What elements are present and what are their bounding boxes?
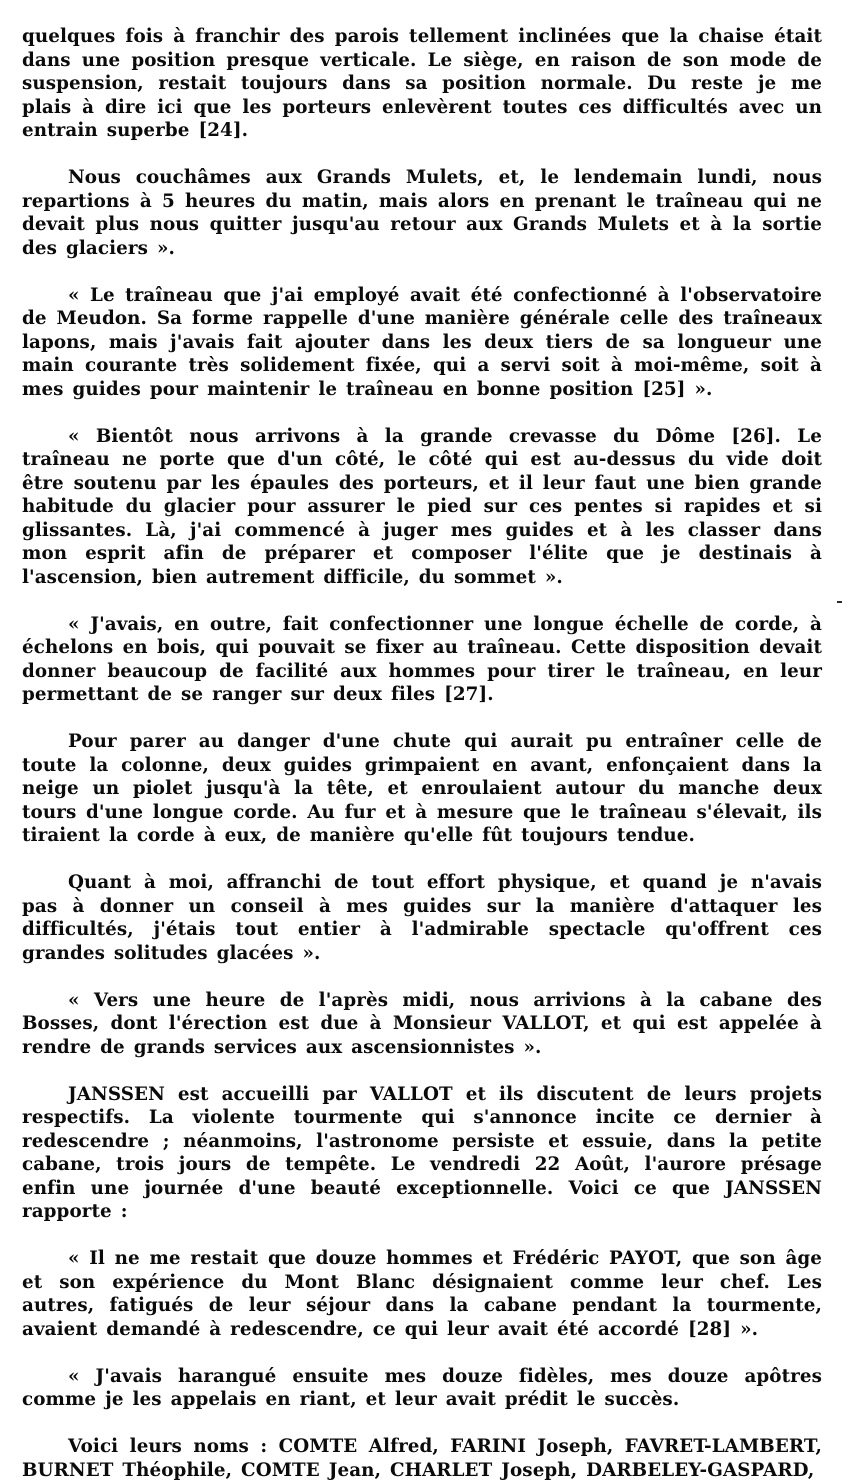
paragraph-danger-chute: Pour parer au danger d'une chute qui aurait pu entraîner celle de toute la colonne, deux guides grimpaient en avant, enfonçaient dans la neige un piolet jusqu'à la tête, et enroulaient autour du manche deux tours d'une longue corde. Au fur et à mesure que le traîneau s'élevait, ils tiraient la corde à eux, de manière qu'elle fût toujours tendue. [22, 731, 822, 846]
paragraph-harangue: « J'avais harangué ensuite mes douze fidèles, mes douze apôtres comme je les appelais en riant, et leur avait prédit le succès. [22, 1365, 822, 1410]
paragraph-cabane-bosses: « Vers une heure de l'après midi, nous arrivions à la cabane des Bosses, dont l'érection est due à Monsieur VALLOT, et qui est appelée à rendre de grands services aux ascensionnistes ». [22, 989, 822, 1058]
scan-ink-speck [837, 601, 842, 603]
paragraph-continuation: quelques fois à franchir des parois tellement inclinées que la chaise était dans une position presque verticale. Le siège, en raison de son mode de suspension, restait toujours dans sa position normale. Du reste je me plais à dire ici que les porteurs enlevèrent toutes ces difficultés avec un entrain superbe [24]. [22, 26, 822, 141]
paragraph-douze-hommes: « Il ne me restait que douze hommes et Frédéric PAYOT, que son âge et son expérience du Mont Blanc désignaient comme leur chef. Les autres, fatigués de leur séjour dans la cabane pendant la tourmente, avaient demandé à redescendre, ce qui leur avait été accordé [28] ». [22, 1248, 822, 1340]
paragraph-echelle-corde: « J'avais, en outre, fait confectionner une longue échelle de corde, à échelons en bois, qui pouvait se fixer au traîneau. Cette disposition devait donner beaucoup de facilité aux hommes pour tirer le traîneau, en leur permettant de se ranger sur deux files [27]. [22, 613, 822, 705]
paragraph-crevasse-dome: « Bientôt nous arrivons à la grande crevasse du Dôme [26]. Le traîneau ne porte que d'un côté, le côté qui est au-dessus du vide doit être soutenu par les épaules des porteurs, et il leur faut une bien grande habitude du glacier pour assurer le pied sur ces pentes si rapides et si glissantes. Là, j'ai commencé à juger mes guides et à les classer dans mon esprit afin de préparer et composer l'élite que je destinais à l'ascension, bien autrement difficile, du sommet ». [22, 425, 822, 588]
paragraph-liste-noms: Voici leurs noms : COMTE Alfred, FARINI Joseph, FAVRET-LAMBERT, BURNET Théophile, COMTE Jean, CHARLET Joseph, DARBELEY-GASPARD, [22, 1436, 822, 1481]
paragraph-janssen-vallot: JANSSEN est accueilli par VALLOT et ils discutent de leurs projets respectifs. La violente tourmente qui s'annonce incite ce dernier à redescendre ; néanmoins, l'astronome persiste et essuie, dans la petite cabane, trois jours de tempête. Le vendredi 22 Août, l'aurore présage enfin une journée d'une beauté exceptionnelle. Voici ce que JANSSEN rapporte : [22, 1083, 822, 1222]
paragraph-grands-mulets: Nous couchâmes aux Grands Mulets, et, le lendemain lundi, nous repartions à 5 heures du matin, mais alors en prenant le traîneau qui ne devait plus nous quitter jusqu'au retour aux Grands Mulets et à la sortie des glaciers ». [22, 167, 822, 259]
paragraph-quant-a-moi: Quant à moi, affranchi de tout effort physique, et quand je n'avais pas à donner un conseil à mes guides sur la manière d'attaquer les difficultés, j'étais tout entier à l'admirable spectacle qu'offrent ces grandes solitudes glacées ». [22, 872, 822, 964]
paragraph-traineau-meudon: « Le traîneau que j'ai employé avait été confectionné à l'observatoire de Meudon. Sa forme rappelle d'une manière générale celle des traîneaux lapons, mais j'avais fait ajouter dans les deux tiers de sa longueur une main courante très solidement fixée, qui a servi soit à moi-même, soit à mes guides pour maintenir le traîneau en bonne position [25] ». [22, 284, 822, 400]
